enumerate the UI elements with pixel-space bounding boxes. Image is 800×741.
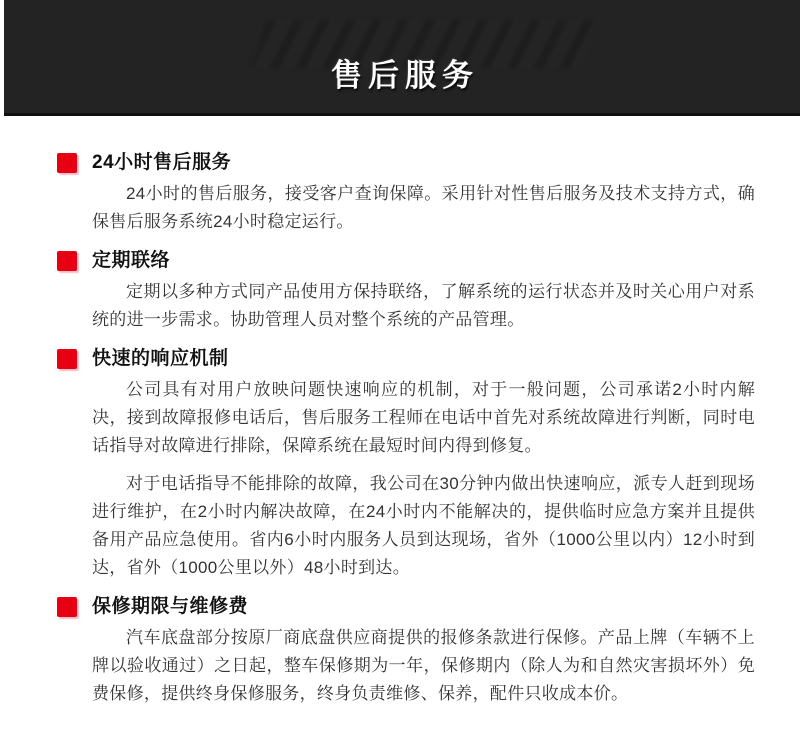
red-square-bullet-icon <box>57 153 77 173</box>
content-area <box>57 152 755 708</box>
section-paragraph: 汽车底盘部分按原厂商底盘供应商提供的报修条款进行保修。产品上牌（车辆不上牌以验收通过）之日起，整车保修期为一年，保修期内（除人为和自然灾害损坏外）免费保修，提供终身保修服务，终身负责维修、保养，配件只收成本价。 <box>92 628 755 703</box>
section-paragraph: 定期以多种方式同产品使用方保持联络，了解系统的运行状态并及时关心用户对系统的进一步需求。协助管理人员对整个系统的产品管理。 <box>92 282 755 329</box>
red-square-bullet-icon <box>57 349 77 369</box>
section-24h-service <box>57 152 755 236</box>
section-heading: 24小时售后服务 <box>92 152 232 173</box>
section-heading-row <box>57 348 755 370</box>
section-paragraph: 公司具有对用户放映问题快速响应的机制，对于一般问题，公司承诺2小时内解决，接到故障报修电话后，售后服务工程师在电话中首先对系统故障进行判断，同时电话指导对故障进行排除，保障系统在最短时间内得到修复。 <box>92 380 755 455</box>
section-heading: 定期联络 <box>92 250 171 271</box>
red-square-bullet-icon <box>57 251 77 271</box>
page-title: 售后服务 <box>331 58 479 93</box>
section-rapid-response <box>57 348 755 582</box>
section-paragraph: 24小时的售后服务，接受客户查询保障。采用针对性售后服务及技术支持方式，确保售后服务系统24小时稳定运行。 <box>92 184 755 231</box>
section-heading-row <box>57 596 755 618</box>
section-paragraph: 对于电话指导不能排除的故障，我公司在30分钟内做出快速响应，派专人赶到现场进行维护，在2小时内解决故障，在24小时内不能解决的，提供临时应急方案并且提供备用产品应急使用。省内6小时内服务人员到达现场，省外（1000公里以内）12小时到达，省外（1000公里以外）48小时到达。 <box>92 474 755 577</box>
red-square-bullet-icon <box>57 597 77 617</box>
section-heading: 保修期限与维修费 <box>92 596 249 617</box>
section-heading-row <box>57 152 755 174</box>
section-heading-row <box>57 250 755 272</box>
page-header-banner <box>4 0 800 116</box>
section-warranty-fees <box>57 596 755 708</box>
section-regular-contact <box>57 250 755 334</box>
section-heading: 快速的响应机制 <box>92 348 229 369</box>
